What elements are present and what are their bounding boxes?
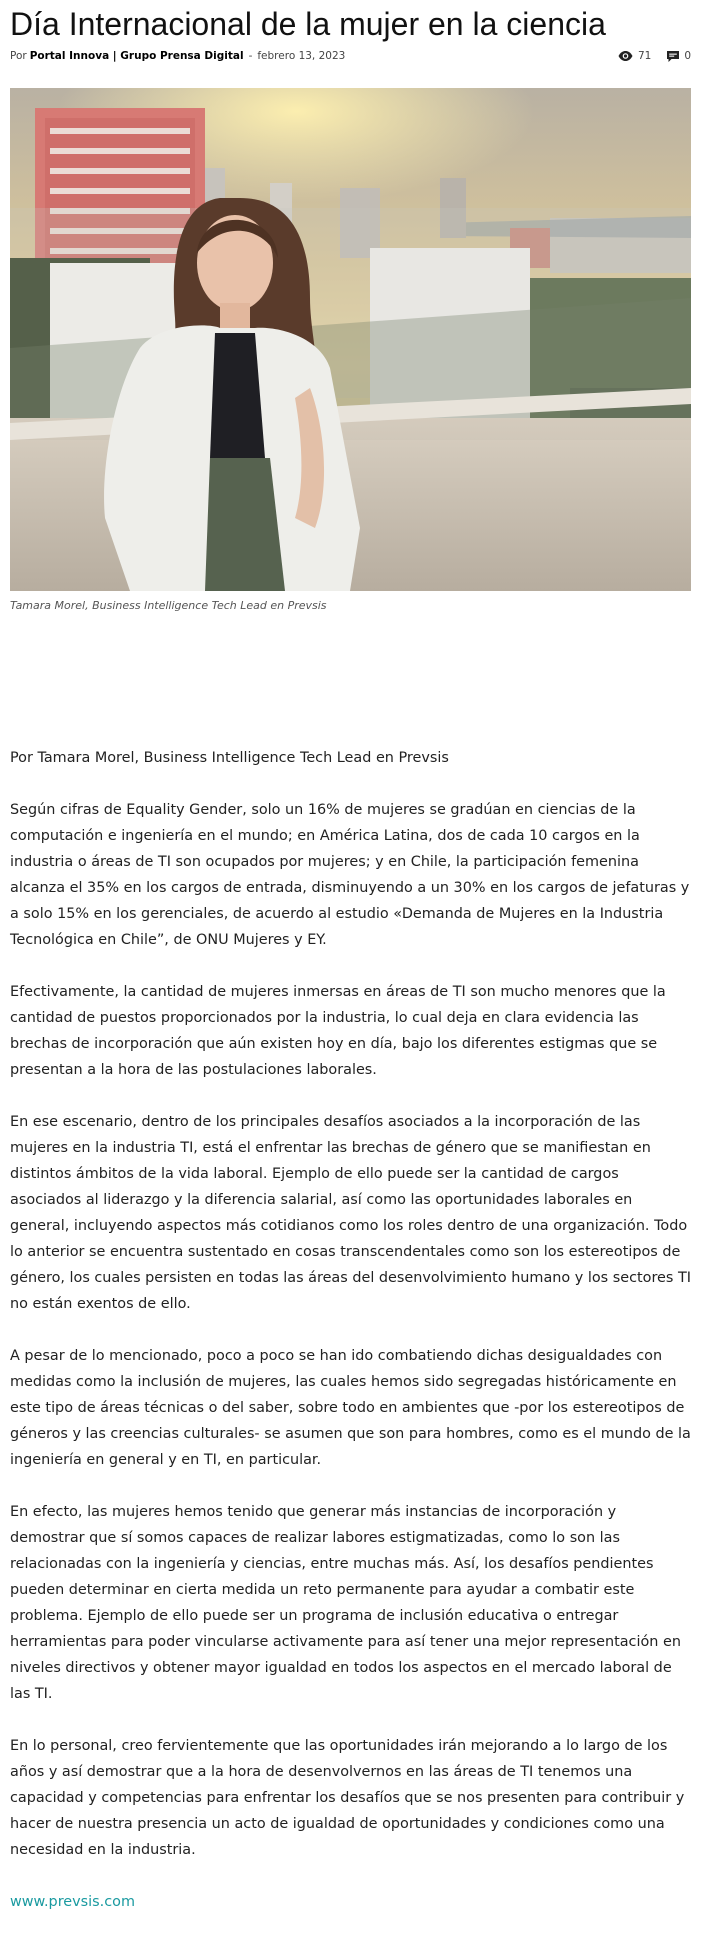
website-link[interactable]: www.prevsis.com [10, 1894, 135, 1910]
eye-icon [618, 51, 633, 61]
article-byline: Por Tamara Morel, Business Intelligence Tech Lead en Prevsis [10, 750, 449, 766]
by-label: Por [10, 50, 27, 62]
article-paragraph: Efectivamente, la cantidad de mujeres inmersas en áreas de TI son mucho menores que la cantidad de puestos proporcionados por la industria, lo cual deja en clara evidencia las brechas de incorporación que aún existen hoy en día, bajo los diferentes estigmas que se presentan a la hora de las postulaciones laborales. [10, 984, 666, 1078]
article-paragraph: En ese escenario, dentro de los principales desafíos asociados a la incorporación de las mujeres en la industria TI, está el enfrentar las brechas de género que se manifiestan en distintos ámbitos de la vida laboral. Ejemplo de ello puede ser la cantidad de cargos asociados al liderazgo y la diferencia salarial, así como las oportunidades laborales en general, incluyendo aspectos más cotidianos como los roles dentro de una organización. Todo lo anterior se encuentra sustentado en cosas transcendentales como son los estereotipos de género, los cuales persisten en todas las áreas del desenvolvimiento humano y los sectores TI no están exentos de ello. [10, 1114, 692, 1312]
article-paragraph: En efecto, las mujeres hemos tenido que generar más instancias de incorporación y demostrar que sí somos capaces de realizar labores estigmatizadas, como lo son las relacionadas con la ingeniería y ciencias, entre muchas más. Así, los desafíos pendientes pueden determinar en cierta medida un reto permanente para ayudar a combatir este problema. Ejemplo de ello puede ser un programa de inclusión educativa o entregar herramientas para poder vincularse activamente para así tener una mejor representación en niveles directivos y obtener mayor igualdad en todos los aspectos en el mercado laboral de las TI. [10, 1504, 681, 1702]
author-link[interactable]: Portal Innova | Grupo Prensa Digital [29, 50, 244, 62]
view-count: 71 [637, 50, 652, 62]
article-paragraph: Según cifras de Equality Gender, solo un 16% de mujeres se gradúan en ciencias de la computación e ingeniería en el mundo; en América Latina, dos de cada 10 cargos en la industria o áreas de TI son ocupados por mujeres; y en Chile, la participación femenina alcanza el 35% en los cargos de entrada, disminuyendo a un 30% en los cargos de jefaturas y a solo 15% en los gerenciales, de acuerdo al estudio «Demanda de Mujeres en la Industria Tecnológica en Chile”, de ONU Mujeres y EY. [10, 802, 690, 948]
meta-separator: - [248, 50, 253, 62]
website-line [10, 1889, 694, 1915]
page-title: Día Internacional de la mujer en la ciencia [10, 6, 606, 42]
post-meta [10, 50, 691, 66]
featured-photo [10, 88, 691, 591]
article-paragraph: En lo personal, creo fervientemente que las oportunidades irán mejorando a lo largo de los años y así demostrar que a la hora de desenvolvernos en las áreas de TI tenemos una capacidad y competencias para enfrentar los desafíos que se nos presenten para contribuir y hacer de nuestra presencia un acto de igualdad de oportunidades y condiciones como una necesidad en la industria. [10, 1738, 685, 1858]
post-counts [618, 50, 691, 62]
article-paragraph: A pesar de lo mencionado, poco a poco se han ido combatiendo dichas desigualdades con medidas como la inclusión de mujeres, las cuales hemos sido segregadas históricamente en este tipo de áreas técnicas o del saber, sobre todo en ambientes que -por los estereotipos de géneros y las creencias culturales- se asumen que son para hombres, como es el mundo de la ingeniería en general y en TI, en particular. [10, 1348, 691, 1468]
comment-icon[interactable] [667, 51, 679, 62]
comment-count[interactable]: 0 [684, 50, 691, 62]
image-caption: Tamara Morel, Business Intelligence Tech Lead en Prevsis [10, 599, 327, 612]
post-date: febrero 13, 2023 [257, 50, 346, 62]
article-body [10, 745, 694, 1941]
featured-image [10, 88, 691, 591]
